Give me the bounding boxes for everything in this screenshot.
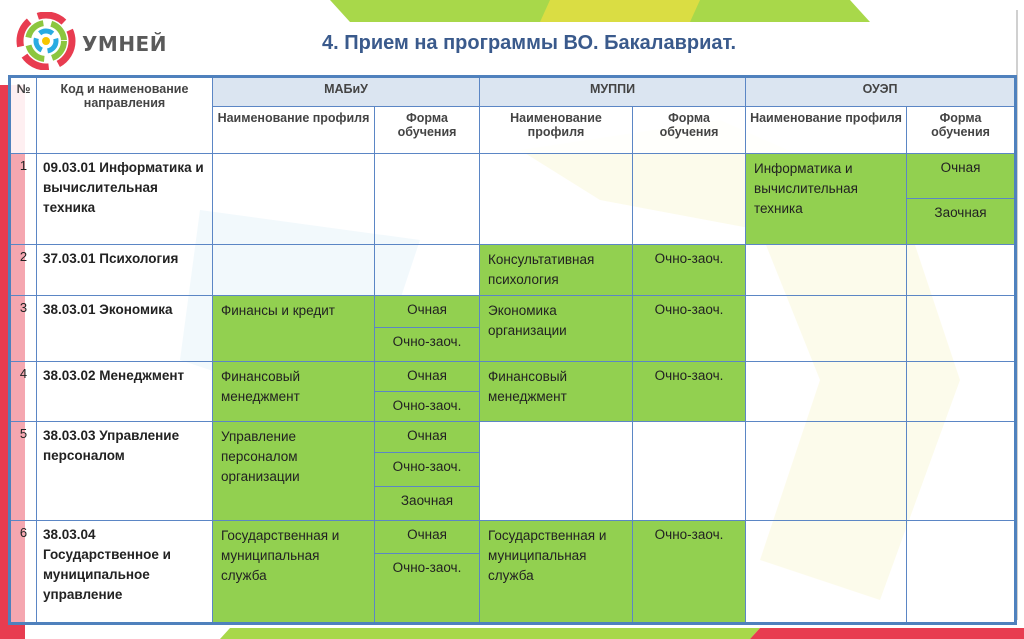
ouep-profile-cell xyxy=(746,422,907,521)
ouep-form-cell: Заочная xyxy=(907,199,1016,245)
table-row xyxy=(10,154,1016,199)
mabiu-form-cell xyxy=(375,245,480,296)
mabiu-profile-cell xyxy=(213,245,375,296)
row-num: 1 xyxy=(10,154,37,245)
header-ouep-form: Форма обучения xyxy=(907,107,1016,154)
yellow-stripe-top xyxy=(540,0,700,22)
row-code: 38.03.02 Менеджмент xyxy=(37,362,213,422)
muppi-form-cell: Очно-заоч. xyxy=(633,245,746,296)
muppi-form-cell: Очно-заоч. xyxy=(633,521,746,624)
muppi-profile-cell: Экономика организации xyxy=(480,296,633,362)
mabiu-form-cell: Заочная xyxy=(375,487,480,521)
mabiu-form-cell: Очно-заоч. xyxy=(375,392,480,422)
table-row xyxy=(10,245,1016,296)
ouep-profile-cell xyxy=(746,245,907,296)
header-ouep-profile: Наименование профиля xyxy=(746,107,907,154)
admissions-table xyxy=(8,75,1017,625)
logo-text: УМНЕЙ xyxy=(82,32,167,56)
row-code: 37.03.01 Психология xyxy=(37,245,213,296)
header-ouep: ОУЭП xyxy=(746,77,1016,107)
mabiu-form-cell: Очно-заоч. xyxy=(375,328,480,362)
header-num: № xyxy=(10,77,37,154)
ouep-profile-cell xyxy=(746,521,907,624)
mabiu-profile-cell: Финансы и кредит xyxy=(213,296,375,362)
ouep-form-cell xyxy=(907,521,1016,624)
mabiu-form-cell: Очная xyxy=(375,422,480,453)
green-stripe-bottom xyxy=(220,628,760,639)
row-code: 09.03.01 Информатика и вычислительная техника xyxy=(37,154,213,245)
header-mabiu-form: Форма обучения xyxy=(375,107,480,154)
header-muppi: МУППИ xyxy=(480,77,746,107)
table-row xyxy=(10,422,1016,453)
ouep-form-cell xyxy=(907,245,1016,296)
mabiu-profile-cell: Управление персоналом организации xyxy=(213,422,375,521)
table-row xyxy=(10,362,1016,392)
ouep-form-cell xyxy=(907,422,1016,521)
mabiu-form-cell: Очная xyxy=(375,296,480,328)
row-num: 4 xyxy=(10,362,37,422)
ouep-form-cell xyxy=(907,296,1016,362)
mabiu-form-cell: Очно-заоч. xyxy=(375,554,480,624)
logo xyxy=(16,12,166,70)
mabiu-profile-cell: Финансовый менеджмент xyxy=(213,362,375,422)
ouep-profile-cell: Информатика и вычислительная техника xyxy=(746,154,907,245)
row-code: 38.03.04 Государственное и муниципальное управление xyxy=(37,521,213,624)
mabiu-profile-cell xyxy=(213,154,375,245)
header-muppi-form: Форма обучения xyxy=(633,107,746,154)
muppi-profile-cell: Государственная и муниципальная служба xyxy=(480,521,633,624)
mabiu-form-cell xyxy=(375,154,480,245)
row-num: 5 xyxy=(10,422,37,521)
logo-mark-icon xyxy=(16,12,78,70)
table-row xyxy=(10,521,1016,554)
header-mabiu: МАБиУ xyxy=(213,77,480,107)
muppi-form-cell: Очно-заоч. xyxy=(633,296,746,362)
row-code: 38.03.01 Экономика xyxy=(37,296,213,362)
muppi-profile-cell xyxy=(480,422,633,521)
row-num: 6 xyxy=(10,521,37,624)
ouep-profile-cell xyxy=(746,296,907,362)
header-code: Код и наименование направления xyxy=(37,77,213,154)
header-muppi-profile: Наименование профиля xyxy=(480,107,633,154)
muppi-form-cell xyxy=(633,422,746,521)
mabiu-profile-cell: Государственная и муниципальная служба xyxy=(213,521,375,624)
header-mabiu-profile: Наименование профиля xyxy=(213,107,375,154)
ouep-profile-cell xyxy=(746,362,907,422)
ouep-form-cell xyxy=(907,362,1016,422)
row-num: 2 xyxy=(10,245,37,296)
muppi-profile-cell xyxy=(480,154,633,245)
table-row xyxy=(10,296,1016,328)
row-code: 38.03.03 Управление персоналом xyxy=(37,422,213,521)
page-title: 4. Прием на программы ВО. Бакалавриат. xyxy=(322,32,737,54)
muppi-profile-cell: Финансовый менеджмент xyxy=(480,362,633,422)
mabiu-form-cell: Очная xyxy=(375,521,480,554)
mabiu-form-cell: Очная xyxy=(375,362,480,392)
row-num: 3 xyxy=(10,296,37,362)
red-stripe-bottom xyxy=(750,628,1024,639)
ouep-form-cell: Очная xyxy=(907,154,1016,199)
muppi-form-cell: Очно-заоч. xyxy=(633,362,746,422)
mabiu-form-cell: Очно-заоч. xyxy=(375,453,480,487)
muppi-form-cell xyxy=(633,154,746,245)
muppi-profile-cell: Консультативная психология xyxy=(480,245,633,296)
